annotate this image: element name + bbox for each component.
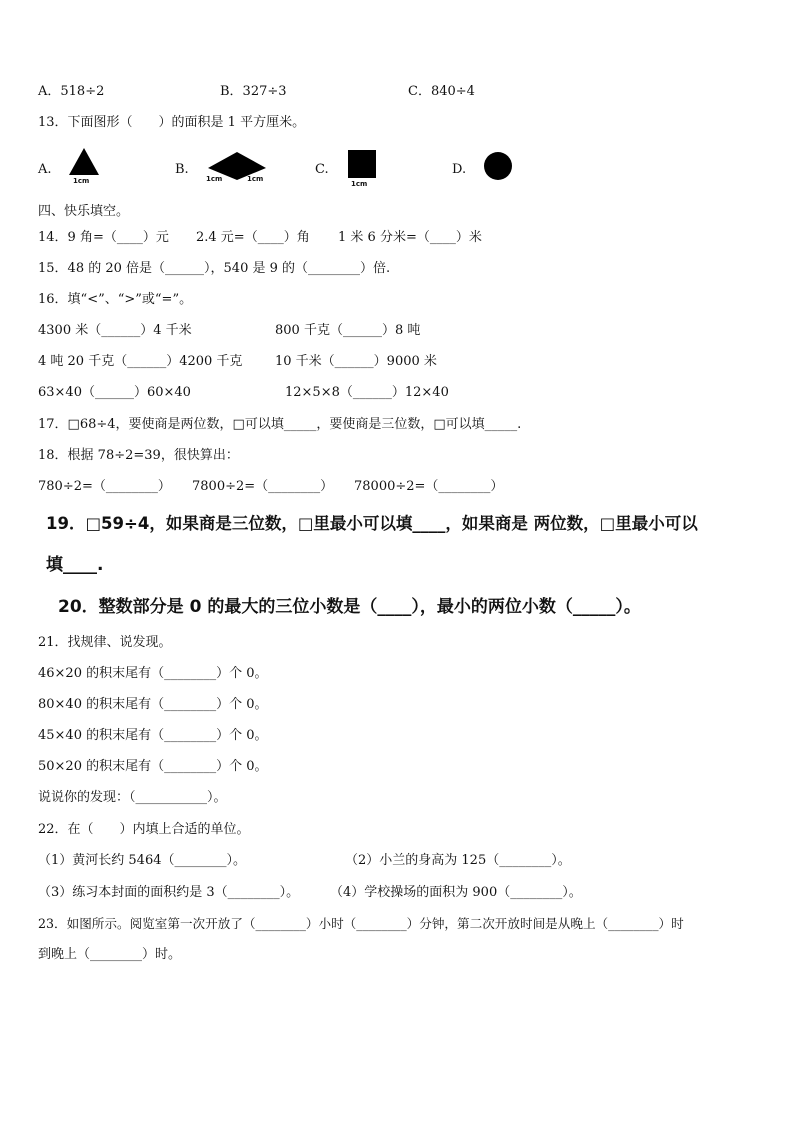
q16-r1b: 800 千克（______）8 吨	[275, 323, 421, 338]
q22-part3: （3）练习本封面的面积约是 3（________）。	[38, 885, 300, 900]
q21-row3: 45×40 的积末尾有（________）个 0。	[38, 728, 268, 743]
q19-line1: 19．□59÷4，如果商是三位数，□里最小可以填____，如果商是 两位数，□里最小可以	[46, 514, 698, 533]
q12-option-a: A．518÷2	[38, 84, 105, 99]
q20: 20．整数部分是 0 的最大的三位小数是（____），最小的两位小数（_____）。	[58, 597, 641, 617]
q18-a: 780÷2=（________）	[38, 479, 171, 494]
q13-c-unit: 1cm	[351, 180, 368, 188]
q21-row4: 50×20 的积末尾有（________）个 0。	[38, 759, 268, 774]
q21-discovery: 说说你的发现：（___________）。	[38, 790, 227, 805]
q12-option-c: C．840÷4	[408, 84, 475, 99]
q16-r1a: 4300 米（______）4 千米	[38, 323, 192, 338]
q21-stem: 21．找规律、说发现。	[38, 635, 172, 650]
q14-part2: 2.4 元=（____）角	[196, 230, 310, 245]
q22-part2: （2）小兰的身高为 125（________）。	[345, 853, 571, 868]
square-icon	[348, 150, 376, 178]
q13-label-b: B.	[175, 162, 189, 177]
q13-b-unit-left: 1cm	[206, 175, 223, 183]
q18-stem: 18．根据 78÷2=39，很快算出：	[38, 448, 239, 463]
q16-r2a: 4 吨 20 千克（______）4200 千克	[38, 354, 243, 369]
triangle-icon	[68, 147, 102, 177]
q16-r2b: 10 千米（______）9000 米	[275, 354, 437, 369]
q15: 15．48 的 20 倍是（______），540 是 9 的（________）倍.	[38, 261, 391, 276]
q22-stem: 22．在（ ）内填上合适的单位。	[38, 822, 250, 837]
q13-stem: 13．下面图形（ ）的面积是 1 平方厘米。	[38, 115, 306, 130]
q22-part1: （1）黄河长约 5464（________）。	[38, 853, 246, 868]
q14-part1: 14．9 角=（____）元	[38, 230, 169, 245]
q16-stem: 16．填“<”、“>”或“=”。	[38, 292, 193, 307]
q19-line2: 填____.	[46, 555, 104, 575]
q17: 17．□68÷4，要使商是两位数，□可以填_____，要使商是三位数，□可以填_____.	[38, 417, 522, 432]
section4-title: 四、快乐填空。	[38, 204, 130, 219]
q23-line1: 23．如图所示。阅览室第一次开放了（________）小时（________）分钟，第二次开放时间是从晚上（________）时	[38, 916, 684, 931]
q13-a-unit: 1cm	[73, 177, 90, 185]
q13-label-d: D.	[452, 162, 467, 177]
q21-row1: 46×20 的积末尾有（________）个 0。	[38, 666, 268, 681]
q22-part4: （4）学校操场的面积为 900（________）。	[330, 885, 582, 900]
circle-icon	[484, 152, 514, 182]
q13-label-a: A.	[38, 162, 52, 177]
q13-label-c: C.	[315, 162, 329, 177]
q16-r3b: 12×5×8（______）12×40	[285, 385, 449, 400]
q23-line2: 到晚上（________）时。	[38, 947, 182, 962]
q16-r3a: 63×40（______）60×40	[38, 385, 191, 400]
q13-b-unit-right: 1cm	[247, 175, 264, 183]
q18-c: 78000÷2=（________）	[354, 479, 504, 494]
q12-option-b: B．327÷3	[220, 84, 287, 99]
q14-part3: 1 米 6 分米=（____）米	[338, 230, 482, 245]
q18-b: 7800÷2=（________）	[192, 479, 334, 494]
q21-row2: 80×40 的积末尾有（________）个 0。	[38, 697, 268, 712]
